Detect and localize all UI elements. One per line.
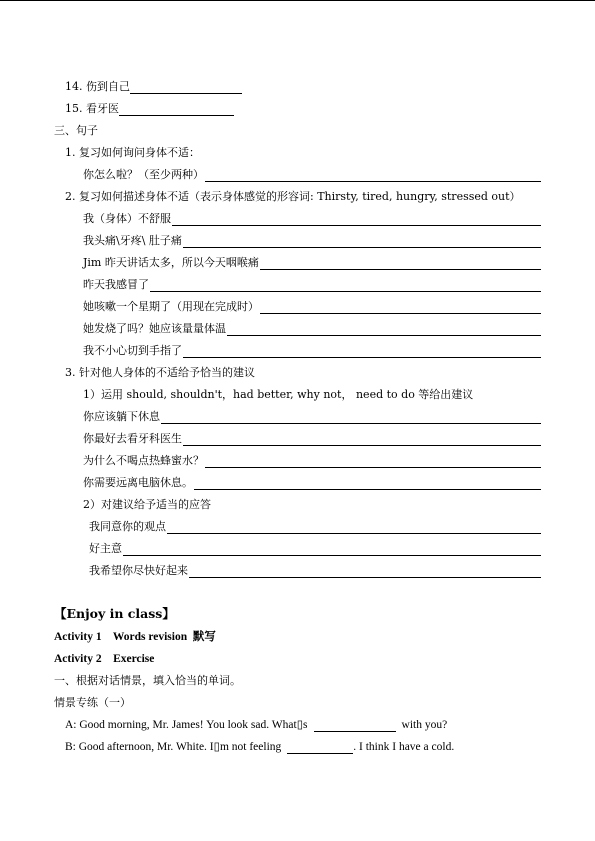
vocab-item-15 <box>65 102 234 116</box>
exercise-instruction-text: 一、根据对话情景，填入恰当的单词。 <box>54 674 241 687</box>
prompt-text: 我不小心切到手指了 <box>83 344 182 357</box>
answer-blank[interactable] <box>130 82 242 94</box>
section-title-text: 三、句子 <box>54 124 98 137</box>
prompt-text: 我头痛\牙疼\ 肚子痛 <box>83 234 182 247</box>
answer-blank[interactable] <box>287 742 353 754</box>
section-title <box>54 124 98 138</box>
top-rule <box>0 0 595 1</box>
subquestion-1-title <box>83 388 473 402</box>
subquestion-2-title <box>83 498 211 512</box>
dialogue-a-text: A: Good morning, Mr. James! You look sad. What▯s <box>65 719 308 731</box>
answer-line <box>89 564 541 578</box>
answer-blank[interactable] <box>183 346 541 358</box>
answer-line <box>83 168 541 182</box>
answer-blank[interactable] <box>227 324 541 336</box>
prompt-text: 你需要远离电脑休息。 <box>83 476 193 489</box>
answer-line <box>83 234 541 248</box>
question-2-text: 2. 复习如何描述身体不适（表示身体感觉的形容词: Thirsty, tired, hungry, stressed out） <box>65 190 521 203</box>
answer-blank[interactable] <box>183 236 541 248</box>
scene-title-text: 情景专练（一） <box>54 696 131 709</box>
answer-line <box>83 410 541 424</box>
answer-blank[interactable] <box>194 478 541 490</box>
scene-title <box>54 696 131 710</box>
question-3-text: 3. 针对他人身体的不适给予恰当的建议 <box>65 366 255 379</box>
answer-line <box>83 344 541 358</box>
answer-blank[interactable] <box>189 566 541 578</box>
question-3-title <box>65 366 255 380</box>
prompt-text: Jim 昨天讲话太多，所以今天咽喉痛 <box>83 256 259 269</box>
answer-blank[interactable] <box>172 214 541 226</box>
answer-blank[interactable] <box>314 720 396 732</box>
answer-line <box>83 278 541 292</box>
activity-2-title <box>54 652 154 666</box>
answer-line <box>83 212 541 226</box>
dialogue-line-a <box>65 718 447 732</box>
dialogue-b-text: B: Good afternoon, Mr. White. I▯m not feeling <box>65 741 282 753</box>
answer-line <box>89 542 541 556</box>
answer-line <box>83 454 541 468</box>
activity-1-text: Activity 1 Words revision 默写 <box>54 631 216 643</box>
answer-blank[interactable] <box>123 544 541 556</box>
prompt-text: 你怎么啦？（至少两种） <box>83 168 204 181</box>
subquestion-2-text: 2）对建议给予适当的应答 <box>83 498 211 511</box>
vocab-item-14-text: 14. 伤到自己 <box>65 80 130 93</box>
answer-line <box>83 476 541 490</box>
dialogue-line-b <box>65 740 454 754</box>
question-1-title <box>65 146 200 160</box>
prompt-text: 我（身体）不舒服 <box>83 212 171 225</box>
prompt-text: 我同意你的观点 <box>89 520 166 533</box>
question-1-text: 1. 复习如何询问身体不适： <box>65 146 200 159</box>
prompt-text: 我希望你尽快好起来 <box>89 564 188 577</box>
answer-blank[interactable] <box>161 412 541 424</box>
subquestion-1-text: 1）运用 should, shouldn't，had better, why not， need to do 等给出建议 <box>83 388 474 401</box>
prompt-text: 好主意 <box>89 542 122 555</box>
enjoy-heading <box>54 606 175 622</box>
prompt-text: 你应该躺下休息 <box>83 410 160 423</box>
exercise-instruction <box>54 674 241 688</box>
answer-blank[interactable] <box>167 522 541 534</box>
question-2-title <box>65 190 521 204</box>
vocab-item-15-text: 15. 看牙医 <box>65 102 119 115</box>
answer-blank[interactable] <box>183 434 541 446</box>
prompt-text: 昨天我感冒了 <box>83 278 149 291</box>
activity-2-text: Activity 2 Exercise <box>54 653 155 665</box>
dialogue-b-end: . I think I have a cold. <box>353 741 455 753</box>
answer-blank[interactable] <box>205 170 541 182</box>
answer-line <box>89 520 541 534</box>
dialogue-a-end: with you? <box>401 719 448 731</box>
answer-line <box>83 256 541 270</box>
answer-line <box>83 432 541 446</box>
activity-1-title <box>54 630 216 644</box>
prompt-text: 她发烧了吗？她应该量量体温 <box>83 322 226 335</box>
answer-blank[interactable] <box>260 302 541 314</box>
vocab-item-14 <box>65 80 242 94</box>
answer-blank[interactable] <box>119 104 234 116</box>
prompt-text: 为什么不喝点热蜂蜜水？ <box>83 454 204 467</box>
answer-blank[interactable] <box>205 456 541 468</box>
answer-blank[interactable] <box>150 280 541 292</box>
answer-line <box>83 300 541 314</box>
answer-line <box>83 322 541 336</box>
prompt-text: 你最好去看牙科医生 <box>83 432 182 445</box>
answer-blank[interactable] <box>260 258 541 270</box>
enjoy-heading-text: 【Enjoy in class】 <box>54 606 175 621</box>
prompt-text: 她咳嗽一个星期了（用现在完成时） <box>83 300 259 313</box>
